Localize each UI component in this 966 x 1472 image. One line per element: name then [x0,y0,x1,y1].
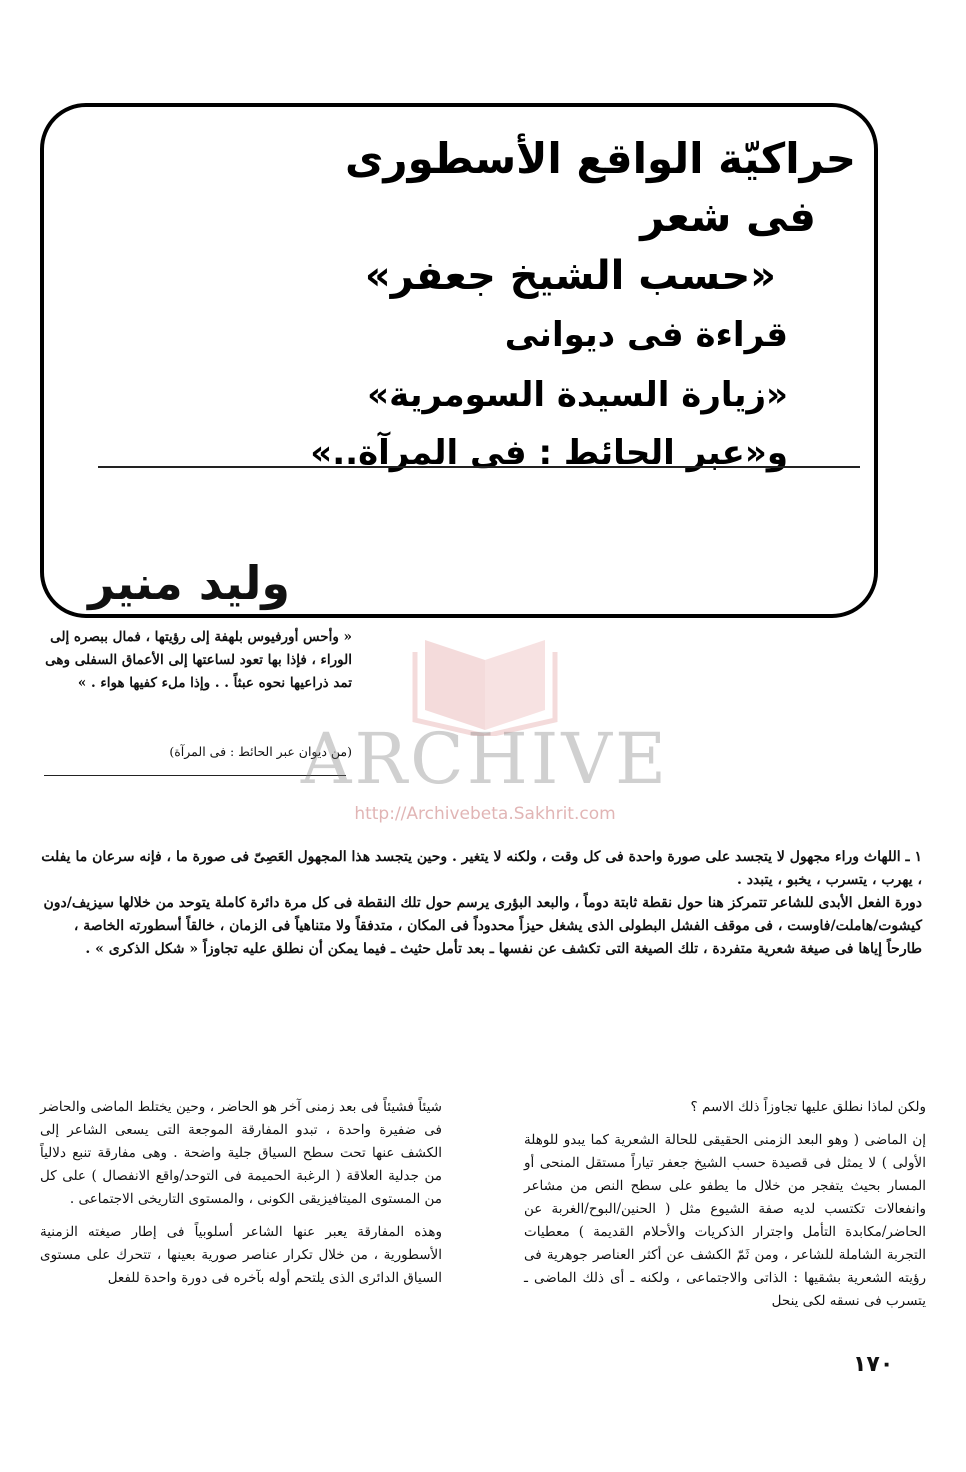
epigraph-quote: « وأحس أورفيوس بلهفة إلى رؤيتها ، فمال ببصره إلى الوراء ، فإذا بها تعود لساعتها إلى الأعماق السفلى وهى تمد ذراعيها نحوه عبثاً . . وإذا ملء كفيها هواء . » [45,629,352,691]
section-1-para-1: ١ ـ اللهاث وراء مجهول لا يتجسد على صورة واحدة فى كل وقت ، ولكنه لا يتغير . وحين يتجسد هذا المجهول العَصِىّ فى صورة ما ، فإنه سرعان ما يفلت ، يهرب ، يتسرب ، يخبو ، يتبدد . [41,849,922,888]
author-name: وليد منير [88,556,290,610]
left-column-para-2: وهذه المفارقة يعبر عنها الشاعر أسلوبياً فى إطار صيغته الزمنية الأسطورية ، من خلال تكرار عناصر صورية بعينها ، تتحرك على مستوى السياق الدائرى الذى يلتحم أوله بآخره فى دورة واحدة للفعل [40,1224,442,1286]
right-column [524,1096,926,1323]
section-1-para-2: دورة الفعل الأبدى للشاعر تتمركز هنا حول نقطة ثابتة دوماً ، والبعد البؤرى يرسم حول تلك النقطة فى كل مرة دائرة كاملة يتوحد من خلالها سيزيف/دون كيشوت/هاملت/فاوست ، فى موقف الفشل البطولى الذى يشغل حيزاً محدوداً فى المكان ، متدفقاً ولا متناهياً فى الزمان ، خالقاً أسطورته الخاصة ، طارحاً إياها فى صيغة شعرية متفردة ، تلك الصيغة التى تكشف عن نفسها ـ بعد تأمل حثيث ـ فيما يمكن أن نطلق عليه تجاوزاً « شكل الذكرى » . [43,895,922,957]
watermark-url: http://Archivebeta.Sakhrit.com [354,804,616,824]
subtitle-line-3: و«عبر الحائط : فى المرآة..» [310,433,788,473]
right-column-para-1: ولكن لماذا نطلق عليها تجاوزاً ذلك الاسم ؟ [690,1099,926,1115]
left-column-para-1: شيئاً فشيئاً فى بعد زمنى آخر هو الحاضر ، وحين يختلط الماضى والحاضر فى ضفيرة واحدة ، تبدو المفارقة الموجعة التى يسعى الشاعر إلى الكشف عنها تحت سطح السياق جلية واضحة . وهى مفارقة تنبع دلالياً من جدلية العلاقة ( الرغبة الحميمة فى التوحد/واقع الانفصال ) على كل من المستوى الميتافيزيقى الكونى ، والمستوى التاريخى الاجتماعى . [40,1099,442,1207]
watermark-text: ARCHIVE [300,718,670,800]
right-column-para-2: إن الماضى ( وهو البعد الزمنى الحقيقى للحالة الشعرية كما يبدو للوهلة الأولى ) لا يمثل فى قصيدة حسب الشيخ جعفر تياراً مستقل المنحى أو المسار بحيث يتفجر من خلال ما يطفو على سطح النص من مشاعر وانفعالات تكتسب لديه صفة الشيوع مثل ( الحنين/البوح/الغربة عن الحاضر/مكابدة التأمل واجترار الذكريات والأحلام القديمة ) معطيات التجربة الشاملة للشاعر ، ومن ثَمّ الكشف عن أكثر العناصر جوهرية فى رؤيته الشعرية بشقيها : الذاتى والاجتماعى ، ولكنه ـ أى ذلك الماضى ـ يتسرب فى نسقه لكى ينحل [524,1132,926,1309]
title-line-3: «حسب الشيخ جعفر» [364,253,776,299]
title-line-1: حراكيّة الواقع الأسطورى [344,134,856,183]
section-1 [40,846,922,961]
title-line-2: فى شعر [640,192,816,241]
subtitle-line-2: «زيارة السيدة السومرية» [367,375,788,415]
page-number: ١٧٠ [853,1352,894,1377]
subtitle-line-1: قراءة فى ديوانى [504,315,788,355]
left-column [40,1096,442,1300]
title-divider [98,466,860,468]
epigraph-source: (من ديوان عبر الحائط : فى المرآة) [169,744,352,759]
